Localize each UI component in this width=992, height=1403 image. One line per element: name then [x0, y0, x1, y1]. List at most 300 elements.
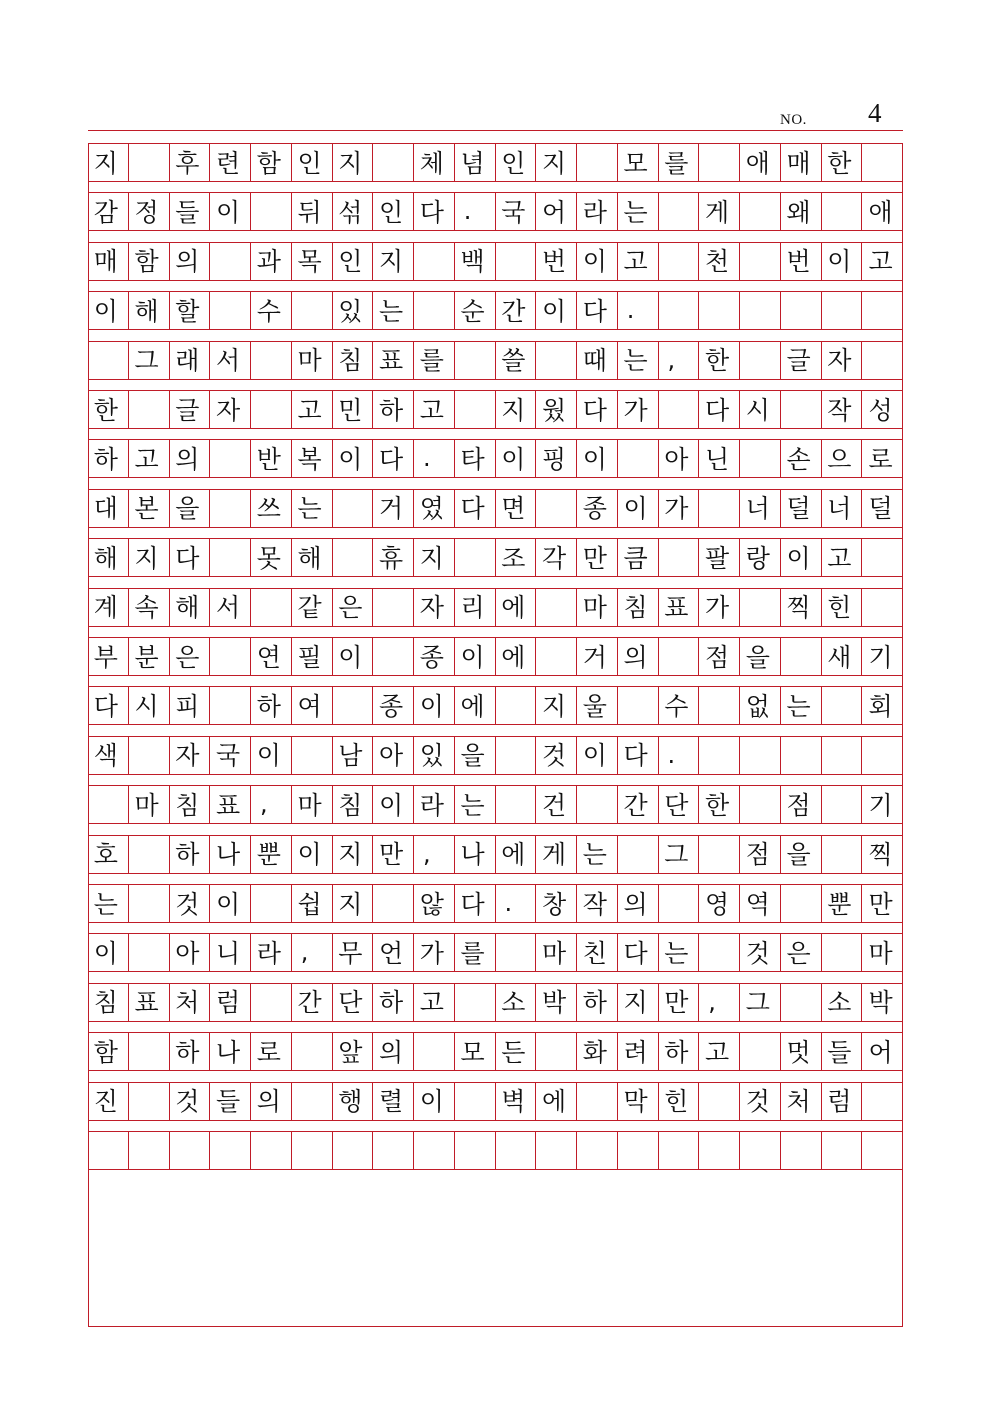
manuscript-cell: 에 [455, 687, 496, 724]
manuscript-cell [373, 885, 414, 922]
manuscript-cell [129, 144, 170, 181]
manuscript-cell [292, 1132, 333, 1169]
manuscript-cell [699, 687, 740, 724]
manuscript-cell: 체 [414, 144, 455, 181]
manuscript-cell: 마 [577, 589, 618, 626]
manuscript-cell [496, 934, 537, 971]
manuscript-cell: 고 [414, 984, 455, 1021]
manuscript-cell: 하 [251, 687, 292, 724]
manuscript-cell [210, 490, 251, 527]
manuscript-cell [292, 737, 333, 774]
manuscript-cell: , [251, 786, 292, 823]
manuscript-cell [577, 1083, 618, 1120]
manuscript-cell [170, 1132, 211, 1169]
manuscript-cell [577, 1132, 618, 1169]
manuscript-cell [862, 539, 903, 576]
manuscript-cell: 영 [699, 885, 740, 922]
manuscript-cell: 글 [781, 342, 822, 379]
manuscript-cell: , [292, 934, 333, 971]
manuscript-cell [373, 1132, 414, 1169]
manuscript-cell: 본 [129, 490, 170, 527]
manuscript-cell: 박 [868, 988, 893, 1018]
manuscript-cell: 민 [333, 391, 374, 428]
manuscript-cell [577, 144, 618, 181]
manuscript-cell [251, 885, 292, 922]
manuscript-cell: 였 [414, 490, 455, 527]
manuscript-cell: 분 [129, 638, 170, 675]
manuscript-row [88, 242, 903, 281]
manuscript-cell: 것 [740, 1083, 781, 1120]
manuscript-cell [699, 1132, 740, 1169]
manuscript-cell [496, 786, 537, 823]
manuscript-cell [699, 737, 740, 774]
manuscript-cell: 찍 [781, 589, 822, 626]
manuscript-cell [210, 638, 251, 675]
manuscript-cell: . [455, 193, 496, 230]
manuscript-cell: 처 [781, 1083, 822, 1120]
manuscript-cell: 그 [740, 984, 781, 1021]
manuscript-cell [414, 243, 455, 280]
manuscript-cell: 창 [536, 885, 577, 922]
manuscript-cell: 가 [618, 391, 659, 428]
manuscript-cell: 고 [822, 539, 863, 576]
manuscript-cell: 없 [740, 687, 781, 724]
manuscript-cell [740, 786, 781, 823]
manuscript-cell: 단 [659, 786, 700, 823]
manuscript-cell [251, 984, 292, 1021]
manuscript-cell [210, 243, 251, 280]
manuscript-cell: 는 [577, 836, 618, 873]
manuscript-cell: 왜 [781, 193, 822, 230]
manuscript-cell [781, 391, 822, 428]
manuscript-cell [210, 1132, 251, 1169]
manuscript-cell [251, 1132, 292, 1169]
manuscript-cell: 의 [170, 243, 211, 280]
manuscript-cell: 때 [577, 342, 618, 379]
manuscript-cell: 점 [781, 786, 822, 823]
manuscript-cell [536, 342, 577, 379]
manuscript-cell: 한 [699, 342, 740, 379]
manuscript-cell: 조 [496, 539, 537, 576]
manuscript-cell: 웠 [536, 391, 577, 428]
manuscript-cell: 다 [373, 440, 414, 477]
manuscript-cell: 아 [659, 440, 700, 477]
manuscript-cell [129, 737, 170, 774]
manuscript-cell: 나 [210, 1033, 251, 1070]
manuscript-cell [414, 1033, 455, 1070]
manuscript-cell: 표 [373, 342, 414, 379]
manuscript-cell: 니 [210, 934, 251, 971]
manuscript-cell: 는 [88, 885, 129, 922]
manuscript-cell: 고 [414, 391, 455, 428]
manuscript-cell [862, 589, 903, 626]
manuscript-cell: 는 [292, 490, 333, 527]
manuscript-cell: 쓰 [251, 490, 292, 527]
manuscript-cell [822, 292, 863, 329]
manuscript-cell: 순 [455, 292, 496, 329]
manuscript-cell [88, 1132, 129, 1169]
manuscript-cell: 들 [210, 1083, 251, 1120]
manuscript-cell: 시 [740, 391, 781, 428]
manuscript-cell: 지 [536, 687, 577, 724]
manuscript-cell [129, 1033, 170, 1070]
manuscript-cell: 려 [618, 1033, 659, 1070]
manuscript-cell: 자 [170, 737, 211, 774]
manuscript-cell: 지 [129, 539, 170, 576]
manuscript-cell [455, 984, 496, 1021]
manuscript-cell: 이 [455, 638, 496, 675]
manuscript-cell: 만 [577, 539, 618, 576]
manuscript-cell: 에 [536, 1083, 577, 1120]
manuscript-cell: 건 [536, 786, 577, 823]
manuscript-cell [699, 836, 740, 873]
manuscript-cell: 고 [868, 247, 893, 277]
manuscript-cell: 대 [88, 490, 129, 527]
manuscript-cell: 를 [659, 144, 700, 181]
manuscript-cell: . [618, 292, 659, 329]
manuscript-cell [251, 193, 292, 230]
manuscript-cell: . [659, 737, 700, 774]
manuscript-cell [659, 539, 700, 576]
manuscript-cell: 가 [659, 490, 700, 527]
manuscript-cell [781, 737, 822, 774]
manuscript-cell [251, 589, 292, 626]
manuscript-cell: 를 [414, 342, 455, 379]
manuscript-cell [862, 342, 903, 379]
manuscript-cell: 는 [618, 193, 659, 230]
manuscript-cell: 의 [170, 440, 211, 477]
manuscript-cell: 마 [536, 934, 577, 971]
manuscript-row [88, 588, 903, 627]
manuscript-cell [210, 687, 251, 724]
manuscript-cell: 이 [577, 440, 618, 477]
manuscript-cell: 이 [822, 243, 863, 280]
manuscript-cell: 애 [740, 144, 781, 181]
manuscript-cell [822, 836, 863, 873]
manuscript-cell: 필 [292, 638, 333, 675]
manuscript-cell: 만 [373, 836, 414, 873]
manuscript-cell: 쓸 [496, 342, 537, 379]
manuscript-cell: 침 [88, 984, 129, 1021]
manuscript-cell: 부 [88, 638, 129, 675]
manuscript-cell: 박 [536, 984, 577, 1021]
manuscript-cell: 자 [414, 589, 455, 626]
manuscript-cell: 함 [129, 243, 170, 280]
manuscript-cell [455, 342, 496, 379]
manuscript-cell [333, 687, 374, 724]
header-divider [88, 130, 903, 131]
manuscript-cell: 은 [170, 638, 211, 675]
manuscript-cell: 다 [577, 391, 618, 428]
manuscript-cell [210, 539, 251, 576]
manuscript-cell: 의 [618, 638, 659, 675]
manuscript-cell: 것 [740, 934, 781, 971]
manuscript-cell: 시 [129, 687, 170, 724]
manuscript-cell: 는 [455, 786, 496, 823]
manuscript-cell [536, 1132, 577, 1169]
manuscript-cell [781, 984, 822, 1021]
manuscript-cell: 인 [496, 144, 537, 181]
manuscript-cell: 표 [129, 984, 170, 1021]
manuscript-cell: , [659, 342, 700, 379]
manuscript-cell: 하 [373, 391, 414, 428]
manuscript-cell [373, 638, 414, 675]
manuscript-cell: 아 [170, 934, 211, 971]
manuscript-cell: 이 [210, 885, 251, 922]
manuscript-cell [862, 1083, 903, 1120]
manuscript-cell: 화 [577, 1033, 618, 1070]
manuscript-cell: 종 [414, 638, 455, 675]
manuscript-row [88, 933, 903, 972]
manuscript-cell [333, 539, 374, 576]
manuscript-cell: 럼 [210, 984, 251, 1021]
manuscript-cell: 번 [781, 243, 822, 280]
manuscript-cell: 의 [251, 1083, 292, 1120]
manuscript-cell [862, 144, 903, 181]
manuscript-cell: 목 [292, 243, 333, 280]
manuscript-cell [251, 342, 292, 379]
manuscript-cell: 기 [868, 642, 893, 672]
manuscript-cell [740, 243, 781, 280]
manuscript-cell: 다 [577, 292, 618, 329]
manuscript-cell: 진 [88, 1083, 129, 1120]
manuscript-cell [333, 490, 374, 527]
manuscript-cell [292, 1083, 333, 1120]
manuscript-cell: 울 [577, 687, 618, 724]
manuscript-cell: 작 [577, 885, 618, 922]
manuscript-cell: 자 [210, 391, 251, 428]
manuscript-cell [373, 589, 414, 626]
manuscript-cell: 소 [822, 984, 863, 1021]
manuscript-cell [455, 1132, 496, 1169]
manuscript-cell: . [496, 885, 537, 922]
manuscript-cell: 라 [577, 193, 618, 230]
manuscript-cell [740, 292, 781, 329]
manuscript-cell: 섞 [333, 193, 374, 230]
manuscript-cell: 는 [618, 342, 659, 379]
manuscript-cell: 고 [292, 391, 333, 428]
manuscript-cell: 든 [496, 1033, 537, 1070]
manuscript-cell [618, 687, 659, 724]
manuscript-cell: 랑 [740, 539, 781, 576]
manuscript-cell: 은 [333, 589, 374, 626]
manuscript-cell: 로 [868, 444, 893, 474]
manuscript-cell: 지 [333, 885, 374, 922]
manuscript-row [88, 192, 903, 231]
manuscript-cell: 으 [822, 440, 863, 477]
manuscript-cell: 정 [129, 193, 170, 230]
manuscript-cell: 한 [699, 786, 740, 823]
manuscript-cell [129, 934, 170, 971]
manuscript-cell [536, 490, 577, 527]
manuscript-cell: 막 [618, 1083, 659, 1120]
manuscript-cell: 을 [781, 836, 822, 873]
manuscript-row [88, 1131, 903, 1170]
manuscript-cell: 덜 [781, 490, 822, 527]
manuscript-cell [659, 1132, 700, 1169]
manuscript-cell [88, 342, 129, 379]
manuscript-cell: 거 [577, 638, 618, 675]
page-number-label: NO. [780, 112, 807, 128]
manuscript-cell: 모 [618, 144, 659, 181]
manuscript-cell: 을 [455, 737, 496, 774]
manuscript-cell [618, 440, 659, 477]
manuscript-cell: 뿐 [251, 836, 292, 873]
manuscript-cell: 자 [822, 342, 863, 379]
manuscript-cell: 것 [536, 737, 577, 774]
manuscript-cell: 어 [536, 193, 577, 230]
manuscript-cell: 너 [822, 490, 863, 527]
manuscript-cell: 는 [373, 292, 414, 329]
manuscript-cell: 련 [210, 144, 251, 181]
manuscript-cell: 해 [170, 589, 211, 626]
manuscript-cell: 은 [781, 934, 822, 971]
page-header [88, 96, 903, 131]
manuscript-cell [699, 144, 740, 181]
manuscript-cell: 지 [618, 984, 659, 1021]
manuscript-cell: 들 [170, 193, 211, 230]
manuscript-cell: 않 [414, 885, 455, 922]
manuscript-cell: 매 [781, 144, 822, 181]
manuscript-cell: 의 [618, 885, 659, 922]
manuscript-cell: 아 [373, 737, 414, 774]
manuscript-cell: 이 [210, 193, 251, 230]
manuscript-cell [536, 1033, 577, 1070]
manuscript-cell: 남 [333, 737, 374, 774]
manuscript-cell: 다 [455, 885, 496, 922]
manuscript-cell [822, 786, 863, 823]
manuscript-cell: 라 [414, 786, 455, 823]
manuscript-cell: 함 [251, 144, 292, 181]
manuscript-cell: 한 [822, 144, 863, 181]
manuscript-cell: 렬 [373, 1083, 414, 1120]
manuscript-cell: 다 [618, 934, 659, 971]
manuscript-cell: 나 [455, 836, 496, 873]
manuscript-cell: 해 [129, 292, 170, 329]
manuscript-cell: 고 [618, 243, 659, 280]
manuscript-cell: 복 [292, 440, 333, 477]
manuscript-cell: 에 [496, 836, 537, 873]
manuscript-cell: 이 [414, 1083, 455, 1120]
manuscript-cell [496, 687, 537, 724]
page-number: 4 [868, 98, 882, 128]
manuscript-cell: 연 [251, 638, 292, 675]
manuscript-cell: 라 [251, 934, 292, 971]
manuscript-cell [781, 1132, 822, 1169]
manuscript-cell: 다 [170, 539, 211, 576]
manuscript-cell: 어 [868, 1037, 893, 1067]
manuscript-row [88, 686, 903, 725]
manuscript-cell [455, 539, 496, 576]
manuscript-cell: 감 [88, 193, 129, 230]
manuscript-cell [659, 638, 700, 675]
manuscript-cell: 인 [333, 243, 374, 280]
manuscript-cell: 만 [659, 984, 700, 1021]
manuscript-cell: 해 [88, 539, 129, 576]
manuscript-cell: 이 [88, 292, 129, 329]
manuscript-cell [659, 243, 700, 280]
manuscript-cell: 힌 [659, 1083, 700, 1120]
manuscript-cell: 있 [333, 292, 374, 329]
manuscript-cell: 마 [868, 938, 893, 968]
manuscript-cell: 이 [333, 440, 374, 477]
manuscript-cell: 핑 [536, 440, 577, 477]
manuscript-row [88, 341, 903, 380]
manuscript-cell: 국 [496, 193, 537, 230]
manuscript-cell: 벽 [496, 1083, 537, 1120]
manuscript-cell: 회 [868, 691, 893, 721]
manuscript-cell [862, 1132, 903, 1169]
manuscript-cell: 것 [170, 1083, 211, 1120]
manuscript-cell: 가 [699, 589, 740, 626]
manuscript-cell: 종 [373, 687, 414, 724]
manuscript-cell [251, 391, 292, 428]
manuscript-cell [496, 243, 537, 280]
manuscript-cell [740, 737, 781, 774]
manuscript-cell: 함 [88, 1033, 129, 1070]
manuscript-cell [862, 292, 903, 329]
manuscript-cell: 간 [292, 984, 333, 1021]
manuscript-cell: 이 [333, 638, 374, 675]
manuscript-cell: 찍 [868, 840, 893, 870]
manuscript-cell: 마 [292, 786, 333, 823]
manuscript-cell: 다 [618, 737, 659, 774]
manuscript-cell [618, 836, 659, 873]
manuscript-cell [659, 885, 700, 922]
manuscript-cell [210, 292, 251, 329]
manuscript-cell [129, 1083, 170, 1120]
manuscript-cell: 있 [414, 737, 455, 774]
manuscript-cell [659, 193, 700, 230]
manuscript-cell [129, 1132, 170, 1169]
manuscript-cell: 성 [868, 395, 893, 425]
manuscript-cell: 이 [577, 243, 618, 280]
manuscript-cell: 들 [822, 1033, 863, 1070]
manuscript-cell: 피 [170, 687, 211, 724]
manuscript-row [88, 835, 903, 874]
manuscript-cell: 지 [373, 243, 414, 280]
manuscript-cell: 리 [455, 589, 496, 626]
manuscript-cell: 에 [496, 589, 537, 626]
manuscript-cell: 애 [868, 197, 893, 227]
manuscript-cell: 행 [333, 1083, 374, 1120]
manuscript-cell: 다 [455, 490, 496, 527]
manuscript-cell: 휴 [373, 539, 414, 576]
manuscript-cell: 이 [292, 836, 333, 873]
manuscript-cell: 것 [170, 885, 211, 922]
manuscript-cell: 하 [659, 1033, 700, 1070]
manuscript-cell: 마 [129, 786, 170, 823]
manuscript-cell: 념 [455, 144, 496, 181]
manuscript-cell: 지 [496, 391, 537, 428]
manuscript-cell: 반 [251, 440, 292, 477]
manuscript-row [88, 785, 903, 824]
manuscript-cell [822, 193, 863, 230]
manuscript-cell: 표 [659, 589, 700, 626]
manuscript-cell [333, 1132, 374, 1169]
manuscript-row [88, 1032, 903, 1071]
manuscript-row [88, 143, 903, 182]
manuscript-cell: 표 [210, 786, 251, 823]
manuscript-cell: 의 [373, 1033, 414, 1070]
manuscript-cell: 수 [251, 292, 292, 329]
manuscript-cell [536, 589, 577, 626]
manuscript-cell: 후 [170, 144, 211, 181]
manuscript-row [88, 439, 903, 478]
manuscript-cell [740, 193, 781, 230]
manuscript-cell [822, 687, 863, 724]
manuscript-cell: 작 [822, 391, 863, 428]
